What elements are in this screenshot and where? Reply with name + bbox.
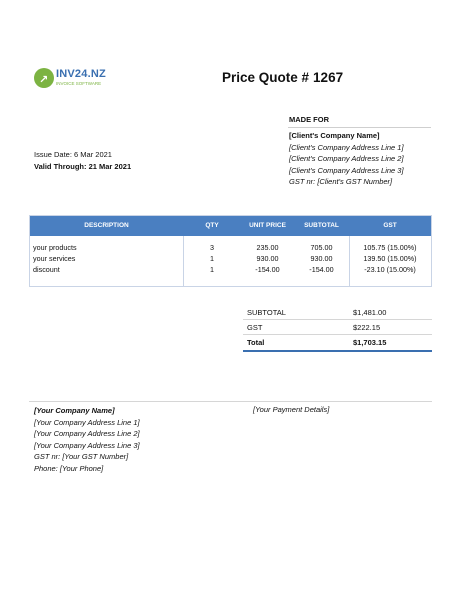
table-row-1-description: your products	[33, 243, 77, 252]
total-underline	[243, 350, 432, 352]
client-address-line-2: [Client's Company Address Line 2]	[289, 154, 404, 163]
table-row-3-gst: -23.10 (15.00%)	[364, 265, 416, 274]
table-row-3-description: discount	[33, 265, 60, 274]
table-row-1-qty: 3	[210, 243, 214, 252]
table-row-2-description: your services	[33, 254, 76, 263]
header-unit-price: UNIT PRICE	[249, 222, 286, 229]
client-company-name: [Client's Company Name]	[289, 131, 380, 140]
logo-name: INV24.NZ	[56, 68, 106, 80]
valid-through-date: Valid Through: 21 Mar 2021	[34, 161, 132, 171]
table-row-1-gst: 105.75 (15.00%)	[363, 243, 417, 252]
your-address-line-1: [Your Company Address Line 1]	[34, 417, 140, 427]
table-row-2-subtotal: 930.00	[310, 254, 333, 263]
table-row-1-subtotal: 705.00	[310, 243, 333, 252]
table-row-2-unit-price: 930.00	[256, 254, 279, 263]
table-row-3-qty: 1	[210, 265, 214, 274]
your-company-block	[34, 405, 140, 474]
divider	[243, 319, 432, 320]
page-title	[222, 70, 343, 85]
client-address-line-1: [Client's Company Address Line 1]	[289, 142, 404, 152]
table-row-2-gst: 139.50 (15.00%)	[363, 254, 417, 263]
table-header	[30, 216, 431, 236]
your-address-line-2: [Your Company Address Line 2]	[34, 429, 140, 438]
table-row-1-unit-price: 235.00	[256, 243, 279, 252]
your-phone: Phone: [Your Phone]	[34, 463, 104, 473]
table-row-3-subtotal: -154.00	[309, 265, 334, 274]
divider	[29, 401, 432, 402]
client-address-line-3: [Client's Company Address Line 3]	[289, 165, 404, 175]
your-gst-number: GST nr: [Your GST Number]	[34, 452, 129, 461]
made-for-heading: MADE FOR	[289, 115, 329, 124]
issue-date: Issue Date: 6 Mar 2021	[34, 150, 112, 159]
header-subtotal: SUBTOTAL	[304, 222, 339, 229]
subtotal-value: $1,481.00	[353, 308, 387, 317]
your-address-line-3: [Your Company Address Line 3]	[34, 440, 140, 450]
total-label: Total	[247, 338, 265, 347]
quote-label: Price Quote #	[222, 70, 310, 85]
gst-value: $222.15	[353, 323, 381, 332]
gst-label: GST	[247, 323, 263, 332]
table-row-3-unit-price: -154.00	[255, 265, 280, 274]
dates-block	[34, 149, 131, 172]
logo-mark-icon: ↗	[34, 68, 54, 88]
divider	[243, 334, 432, 335]
client-gst-number: GST nr: [Client's GST Number]	[289, 177, 393, 186]
header-description: DESCRIPTION	[84, 222, 129, 229]
your-company-name: [Your Company Name]	[34, 406, 115, 415]
company-logo	[34, 66, 104, 90]
quote-number: 1267	[313, 70, 344, 85]
client-address-block	[289, 130, 404, 188]
header-gst: GST	[383, 222, 397, 229]
table-row-2-qty: 1	[210, 254, 214, 263]
header-qty: QTY	[205, 222, 219, 229]
payment-details: [Your Payment Details]	[253, 405, 330, 414]
subtotal-label: SUBTOTAL	[247, 308, 286, 317]
total-value: $1,703.15	[353, 338, 387, 347]
items-table	[29, 215, 432, 287]
logo-tagline: INVOICE SOFTWARE	[56, 81, 102, 86]
divider	[288, 127, 431, 128]
